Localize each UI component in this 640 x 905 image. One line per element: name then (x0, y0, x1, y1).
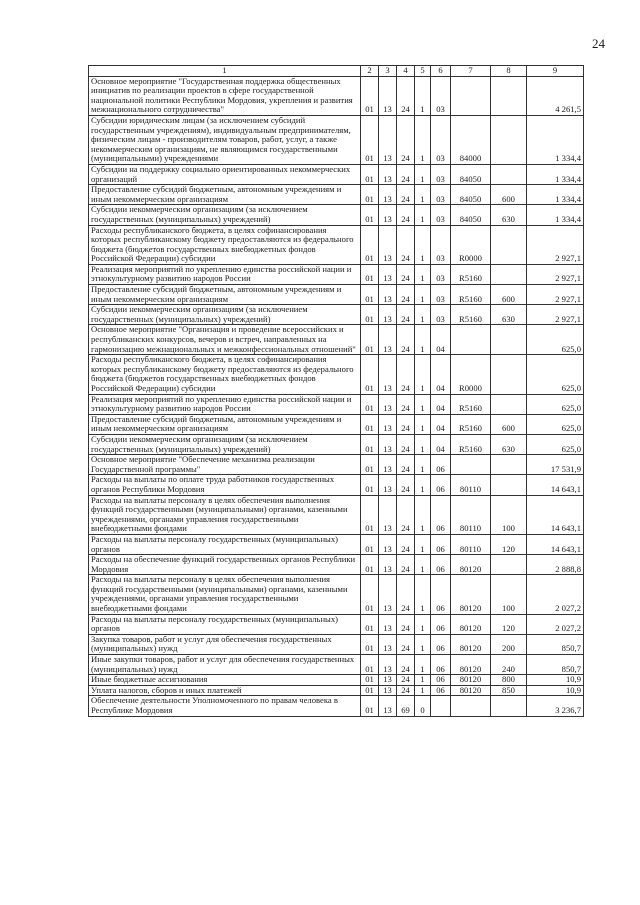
row-amount: 625,0 (527, 434, 584, 454)
row-code-8: 600 (491, 185, 527, 205)
row-amount: 625,0 (527, 355, 584, 394)
row-code-4: 24 (397, 394, 415, 414)
row-code-6 (431, 696, 451, 716)
row-amount: 1 334,4 (527, 115, 584, 164)
header-cell-2: 2 (361, 66, 379, 77)
row-code-5: 0 (415, 696, 431, 716)
row-amount: 2 927,1 (527, 264, 584, 284)
row-code-6: 03 (431, 164, 451, 184)
row-code-2: 01 (361, 614, 379, 634)
row-description: Расходы республиканского бюджета, в целях софинансирования которых республиканскому бюджету предоставляются из федерального бюджета (бюджетов государственных внебюджетных фондов Российской Федерации) субсидии (89, 355, 361, 394)
row-code-4: 24 (397, 355, 415, 394)
row-code-4: 24 (397, 685, 415, 696)
row-amount: 4 261,5 (527, 76, 584, 115)
row-code-6: 04 (431, 325, 451, 355)
table-row (89, 76, 584, 115)
row-code-4: 24 (397, 325, 415, 355)
row-description: Расходы республиканского бюджета, в целях софинансирования которых республиканскому бюджету предоставляются из федерального бюджета (бюджетов государственных внебюджетных фондов Российской Федерации) субсидии (89, 225, 361, 264)
header-cell-1: 1 (89, 66, 361, 77)
row-code-4: 24 (397, 534, 415, 554)
row-code-3: 13 (379, 455, 397, 475)
table-row (89, 394, 584, 414)
row-code-8: 120 (491, 534, 527, 554)
row-code-7 (451, 455, 491, 475)
row-code-3: 13 (379, 696, 397, 716)
row-amount: 2 927,1 (527, 225, 584, 264)
row-code-7: R5160 (451, 414, 491, 434)
row-code-4: 69 (397, 696, 415, 716)
row-code-3: 13 (379, 205, 397, 225)
table-row (89, 185, 584, 205)
row-code-8: 630 (491, 205, 527, 225)
row-description: Иные закупки товаров, работ и услуг для обеспечения государственных (муниципальных) нужд (89, 655, 361, 675)
row-code-3: 13 (379, 655, 397, 675)
row-code-5: 1 (415, 76, 431, 115)
row-code-5: 1 (415, 414, 431, 434)
row-code-4: 24 (397, 455, 415, 475)
row-code-3: 13 (379, 414, 397, 434)
row-code-5: 1 (415, 355, 431, 394)
row-code-4: 24 (397, 205, 415, 225)
row-code-6: 03 (431, 185, 451, 205)
header-cell-6: 6 (431, 66, 451, 77)
row-description: Уплата налогов, сборов и иных платежей (89, 685, 361, 696)
row-description: Расходы на выплаты персоналу в целях обеспечения выполнения функций государственными (муниципальными) органами, казенными учреждениями, органами управления государственными внебюджетными фондами (89, 495, 361, 534)
row-code-5: 1 (415, 305, 431, 325)
row-code-8: 120 (491, 614, 527, 634)
row-code-2: 01 (361, 634, 379, 654)
row-code-6: 03 (431, 285, 451, 305)
table-row (89, 225, 584, 264)
row-amount: 1 334,4 (527, 164, 584, 184)
row-code-7: R5160 (451, 434, 491, 454)
row-code-8 (491, 475, 527, 495)
row-amount: 3 236,7 (527, 696, 584, 716)
row-code-2: 01 (361, 655, 379, 675)
row-amount: 625,0 (527, 414, 584, 434)
row-code-6: 03 (431, 264, 451, 284)
row-code-6: 04 (431, 434, 451, 454)
row-code-4: 24 (397, 305, 415, 325)
table-row (89, 534, 584, 554)
row-code-2: 01 (361, 205, 379, 225)
row-code-4: 24 (397, 475, 415, 495)
row-code-3: 13 (379, 305, 397, 325)
row-code-8: 630 (491, 434, 527, 454)
row-code-4: 24 (397, 414, 415, 434)
table-row (89, 355, 584, 394)
row-code-3: 13 (379, 264, 397, 284)
row-code-5: 1 (415, 225, 431, 264)
row-code-2: 01 (361, 225, 379, 264)
table-row (89, 434, 584, 454)
table-row (89, 285, 584, 305)
row-code-8 (491, 164, 527, 184)
row-code-5: 1 (415, 614, 431, 634)
row-code-5: 1 (415, 325, 431, 355)
row-code-2: 01 (361, 434, 379, 454)
row-amount: 17 531,9 (527, 455, 584, 475)
table-row (89, 685, 584, 696)
row-description: Предоставление субсидий бюджетным, автономным учреждениям и иным некоммерческим организациям (89, 414, 361, 434)
row-code-8 (491, 696, 527, 716)
row-code-7: R5160 (451, 394, 491, 414)
row-code-7: 80110 (451, 475, 491, 495)
row-code-2: 01 (361, 696, 379, 716)
row-code-2: 01 (361, 394, 379, 414)
row-code-6: 06 (431, 614, 451, 634)
row-code-8: 240 (491, 655, 527, 675)
row-code-8 (491, 555, 527, 575)
row-description: Расходы на выплаты персоналу в целях обеспечения выполнения функций государственными (муниципальными) органами, казенными учреждениями, органами управления государственными внебюджетными фондами (89, 575, 361, 614)
row-code-4: 24 (397, 285, 415, 305)
row-amount: 10,9 (527, 675, 584, 686)
row-code-4: 24 (397, 76, 415, 115)
row-code-3: 13 (379, 685, 397, 696)
row-code-3: 13 (379, 614, 397, 634)
row-code-6: 06 (431, 534, 451, 554)
row-code-6: 03 (431, 76, 451, 115)
row-code-5: 1 (415, 575, 431, 614)
row-amount: 850,7 (527, 634, 584, 654)
row-code-5: 1 (415, 634, 431, 654)
row-amount: 1 334,4 (527, 185, 584, 205)
row-code-2: 01 (361, 534, 379, 554)
row-amount: 14 643,1 (527, 534, 584, 554)
row-code-7: 84050 (451, 205, 491, 225)
row-code-3: 13 (379, 164, 397, 184)
row-code-6: 06 (431, 475, 451, 495)
row-code-7: R5160 (451, 305, 491, 325)
row-code-8 (491, 394, 527, 414)
row-description: Расходы на обеспечение функций государственных органов Республики Мордовия (89, 555, 361, 575)
row-description: Предоставление субсидий бюджетным, автономным учреждениям и иным некоммерческим организациям (89, 285, 361, 305)
row-code-8: 600 (491, 414, 527, 434)
row-code-2: 01 (361, 164, 379, 184)
row-code-3: 13 (379, 434, 397, 454)
row-code-4: 24 (397, 495, 415, 534)
row-code-8: 800 (491, 675, 527, 686)
row-code-3: 13 (379, 475, 397, 495)
row-code-4: 24 (397, 115, 415, 164)
table-row (89, 455, 584, 475)
row-code-5: 1 (415, 264, 431, 284)
row-code-3: 13 (379, 634, 397, 654)
row-code-2: 01 (361, 185, 379, 205)
row-code-4: 24 (397, 675, 415, 686)
table-row (89, 205, 584, 225)
row-code-2: 01 (361, 76, 379, 115)
row-code-4: 24 (397, 164, 415, 184)
row-description: Субсидии некоммерческим организациям (за исключением государственных (муниципальных) учреждений) (89, 305, 361, 325)
row-description: Расходы на выплаты персоналу государственных (муниципальных) органов (89, 534, 361, 554)
row-code-4: 24 (397, 225, 415, 264)
header-cell-5: 5 (415, 66, 431, 77)
row-description: Основное мероприятие "Государственная поддержка общественных инициатив по реализации проектов в сфере государственной национальной политики Республики Мордовия, укрепления и развития межнационального сотрудничества" (89, 76, 361, 115)
table-body (89, 76, 584, 716)
row-amount: 1 334,4 (527, 205, 584, 225)
header-cell-7: 7 (451, 66, 491, 77)
row-code-4: 24 (397, 264, 415, 284)
row-amount: 2 027,2 (527, 614, 584, 634)
row-code-5: 1 (415, 205, 431, 225)
row-amount: 14 643,1 (527, 475, 584, 495)
row-code-3: 13 (379, 225, 397, 264)
row-code-4: 24 (397, 185, 415, 205)
row-code-8 (491, 355, 527, 394)
row-code-3: 13 (379, 185, 397, 205)
row-code-8: 630 (491, 305, 527, 325)
row-code-2: 01 (361, 675, 379, 686)
row-code-5: 1 (415, 534, 431, 554)
row-code-2: 01 (361, 555, 379, 575)
row-code-7: 84000 (451, 115, 491, 164)
table-row (89, 495, 584, 534)
row-code-5: 1 (415, 495, 431, 534)
row-code-7: R5160 (451, 264, 491, 284)
header-cell-3: 3 (379, 66, 397, 77)
row-code-2: 01 (361, 285, 379, 305)
row-code-3: 13 (379, 325, 397, 355)
budget-table (88, 65, 584, 717)
row-code-7: 80120 (451, 685, 491, 696)
row-code-7: R0000 (451, 355, 491, 394)
row-code-6: 04 (431, 414, 451, 434)
row-code-3: 13 (379, 394, 397, 414)
row-code-3: 13 (379, 675, 397, 686)
row-code-7: 80120 (451, 555, 491, 575)
row-code-6: 04 (431, 394, 451, 414)
row-description: Реализация мероприятий по укреплению единства российской нации и этнокультурному развитию народов России (89, 394, 361, 414)
row-code-6: 06 (431, 675, 451, 686)
row-code-6: 06 (431, 655, 451, 675)
row-code-7: 80120 (451, 675, 491, 686)
table-row (89, 164, 584, 184)
row-code-5: 1 (415, 455, 431, 475)
row-amount: 14 643,1 (527, 495, 584, 534)
table-row (89, 475, 584, 495)
row-description: Субсидии некоммерческим организациям (за исключением государственных (муниципальных) учреждений) (89, 205, 361, 225)
row-amount: 625,0 (527, 325, 584, 355)
row-code-7: 80120 (451, 634, 491, 654)
row-description: Основное мероприятие "Обеспечение механизма реализации Государственной программы" (89, 455, 361, 475)
row-code-5: 1 (415, 394, 431, 414)
row-code-8 (491, 325, 527, 355)
row-code-2: 01 (361, 325, 379, 355)
row-code-2: 01 (361, 475, 379, 495)
row-code-6: 06 (431, 555, 451, 575)
row-code-3: 13 (379, 534, 397, 554)
row-code-7: 84050 (451, 185, 491, 205)
row-description: Субсидии на поддержку социально ориентированных некоммерческих организаций (89, 164, 361, 184)
table-row (89, 696, 584, 716)
row-code-8: 200 (491, 634, 527, 654)
row-amount: 2 927,1 (527, 305, 584, 325)
row-description: Закупка товаров, работ и услуг для обеспечения государственных (муниципальных) нужд (89, 634, 361, 654)
row-code-7: 80120 (451, 614, 491, 634)
row-code-7: 80110 (451, 534, 491, 554)
row-code-2: 01 (361, 305, 379, 325)
row-code-7: 80120 (451, 575, 491, 614)
row-code-4: 24 (397, 434, 415, 454)
row-amount: 850,7 (527, 655, 584, 675)
row-code-6: 06 (431, 575, 451, 614)
row-code-7 (451, 325, 491, 355)
row-code-8: 850 (491, 685, 527, 696)
row-code-4: 24 (397, 555, 415, 575)
row-code-3: 13 (379, 495, 397, 534)
header-row (89, 66, 584, 77)
row-code-8 (491, 115, 527, 164)
row-code-2: 01 (361, 685, 379, 696)
row-amount: 2 888,8 (527, 555, 584, 575)
table-row (89, 675, 584, 686)
row-code-6: 06 (431, 685, 451, 696)
table-row (89, 634, 584, 654)
row-code-5: 1 (415, 685, 431, 696)
row-code-8: 100 (491, 495, 527, 534)
table-row (89, 555, 584, 575)
row-code-6: 04 (431, 355, 451, 394)
row-code-7: R5160 (451, 285, 491, 305)
row-description: Предоставление субсидий бюджетным, автономным учреждениям и иным некоммерческим организациям (89, 185, 361, 205)
row-code-8: 100 (491, 575, 527, 614)
row-amount: 2 927,1 (527, 285, 584, 305)
row-code-5: 1 (415, 185, 431, 205)
row-code-6: 06 (431, 455, 451, 475)
row-code-4: 24 (397, 655, 415, 675)
row-code-5: 1 (415, 285, 431, 305)
row-code-3: 13 (379, 575, 397, 614)
row-code-7 (451, 696, 491, 716)
row-code-6: 03 (431, 305, 451, 325)
row-code-6: 06 (431, 495, 451, 534)
row-amount: 2 027,2 (527, 575, 584, 614)
row-code-8: 600 (491, 285, 527, 305)
row-code-6: 06 (431, 634, 451, 654)
row-code-2: 01 (361, 455, 379, 475)
row-code-2: 01 (361, 264, 379, 284)
row-description: Субсидии некоммерческим организациям (за исключением государственных (муниципальных) учреждений) (89, 434, 361, 454)
row-code-2: 01 (361, 414, 379, 434)
row-code-5: 1 (415, 475, 431, 495)
row-code-5: 1 (415, 164, 431, 184)
table-row (89, 325, 584, 355)
row-code-3: 13 (379, 555, 397, 575)
row-description: Расходы на выплаты персоналу государственных (муниципальных) органов (89, 614, 361, 634)
row-description: Иные бюджетные ассигнования (89, 675, 361, 686)
row-code-6: 03 (431, 205, 451, 225)
row-code-3: 13 (379, 285, 397, 305)
row-amount: 625,0 (527, 394, 584, 414)
table-row (89, 414, 584, 434)
row-code-5: 1 (415, 675, 431, 686)
row-code-3: 13 (379, 115, 397, 164)
row-code-7: 84050 (451, 164, 491, 184)
header-cell-8: 8 (491, 66, 527, 77)
row-description: Расходы на выплаты по оплате труда работников государственных органов Республики Мордовия (89, 475, 361, 495)
table-row (89, 115, 584, 164)
row-code-2: 01 (361, 575, 379, 614)
table-row (89, 305, 584, 325)
row-code-4: 24 (397, 575, 415, 614)
table-row (89, 264, 584, 284)
row-code-7: 80120 (451, 655, 491, 675)
row-code-4: 24 (397, 614, 415, 634)
row-code-2: 01 (361, 495, 379, 534)
row-code-6: 03 (431, 225, 451, 264)
page-number: 24 (592, 36, 605, 51)
row-code-4: 24 (397, 634, 415, 654)
table-row (89, 655, 584, 675)
row-code-3: 13 (379, 355, 397, 394)
table-header (89, 66, 584, 77)
row-description: Основное мероприятие "Организация и проведение всероссийских и республиканских конкурсов, вечеров и встреч, направленных на гармонизацию межнациональных и межконфессиональных отношений" (89, 325, 361, 355)
row-code-3: 13 (379, 76, 397, 115)
row-amount: 10,9 (527, 685, 584, 696)
row-code-7: 80110 (451, 495, 491, 534)
row-description: Субсидии юридическим лицам (за исключением субсидий государственным учреждениям), индивидуальным предпринимателям, физическим лицам - производителям товаров, работ, услуг, а также некоммерческим организациям, не являющимся государственными (муниципальными) учреждениями (89, 115, 361, 164)
row-code-6: 03 (431, 115, 451, 164)
header-cell-9: 9 (527, 66, 584, 77)
row-description: Обеспечение деятельности Уполномоченного по правам человека в Республике Мордовия (89, 696, 361, 716)
row-code-7: R0000 (451, 225, 491, 264)
header-cell-4: 4 (397, 66, 415, 77)
row-code-2: 01 (361, 355, 379, 394)
table-row (89, 614, 584, 634)
row-code-8 (491, 225, 527, 264)
row-code-5: 1 (415, 434, 431, 454)
row-code-2: 01 (361, 115, 379, 164)
row-code-5: 1 (415, 115, 431, 164)
row-code-5: 1 (415, 555, 431, 575)
table-row (89, 575, 584, 614)
row-code-7 (451, 76, 491, 115)
row-description: Реализация мероприятий по укреплению единства российской нации и этнокультурному развитию народов России (89, 264, 361, 284)
row-code-8 (491, 455, 527, 475)
row-code-8 (491, 76, 527, 115)
row-code-5: 1 (415, 655, 431, 675)
row-code-8 (491, 264, 527, 284)
